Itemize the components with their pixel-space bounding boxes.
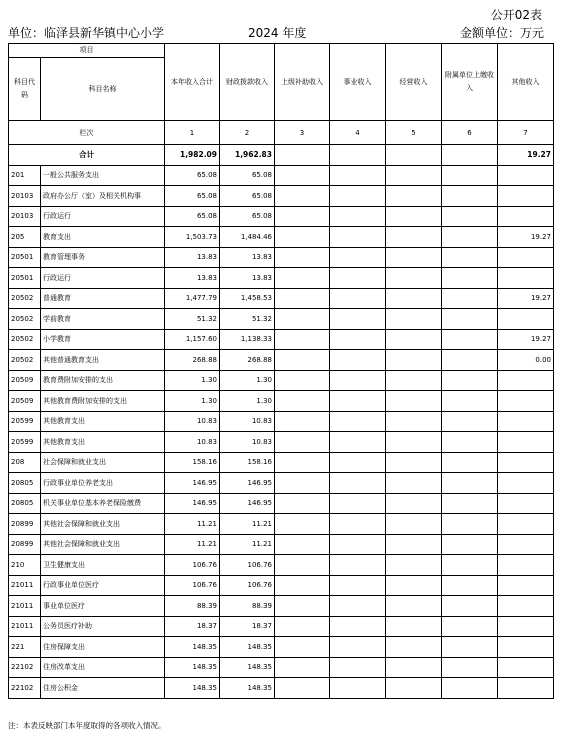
empty-cell — [442, 452, 498, 473]
empty-cell — [275, 432, 330, 453]
empty-cell — [330, 247, 386, 268]
fiscal-grant-cell: 65.08 — [220, 165, 275, 186]
empty-cell — [386, 165, 442, 186]
empty-cell — [442, 165, 498, 186]
empty-cell — [386, 514, 442, 535]
total-income-cell: 11.21 — [165, 514, 220, 535]
fiscal-grant-cell: 65.08 — [220, 186, 275, 207]
table-row — [9, 616, 554, 637]
other-income-cell — [498, 186, 554, 207]
table-row — [9, 678, 554, 699]
empty-cell — [386, 391, 442, 412]
fiscal-grant-cell: 106.76 — [220, 575, 275, 596]
subject-name-cell: 行政事业单位养老支出 — [41, 473, 165, 494]
subject-code-cell: 20502 — [9, 288, 41, 309]
table-row — [9, 391, 554, 412]
other-income-cell — [498, 165, 554, 186]
table-row — [9, 227, 554, 248]
fiscal-grant-cell: 1.30 — [220, 370, 275, 391]
serial-number: 5 — [386, 121, 442, 145]
empty-cell — [275, 309, 330, 330]
empty-cell — [330, 145, 386, 166]
empty-cell — [275, 247, 330, 268]
empty-cell — [330, 616, 386, 637]
total-income-cell: 18.37 — [165, 616, 220, 637]
total-income-cell: 1,982.09 — [165, 145, 220, 166]
empty-cell — [330, 391, 386, 412]
subject-code-cell: 20805 — [9, 473, 41, 494]
subject-name-cell: 住房公积金 — [41, 678, 165, 699]
empty-cell — [386, 247, 442, 268]
total-income-cell: 65.08 — [165, 186, 220, 207]
empty-cell — [386, 145, 442, 166]
subject-name-cell: 其他教育支出 — [41, 432, 165, 453]
subject-name-cell: 学前教育 — [41, 309, 165, 330]
other-income-cell — [498, 657, 554, 678]
total-income-cell: 1,503.73 — [165, 227, 220, 248]
empty-cell — [442, 268, 498, 289]
other-income-header: 其他收入 — [498, 44, 554, 121]
subject-name-cell: 行政运行 — [41, 206, 165, 227]
empty-cell — [275, 616, 330, 637]
empty-cell — [386, 678, 442, 699]
empty-cell — [275, 186, 330, 207]
other-income-cell — [498, 555, 554, 576]
empty-cell — [330, 411, 386, 432]
fiscal-grant-cell: 106.76 — [220, 555, 275, 576]
subject-code-cell: 20501 — [9, 247, 41, 268]
empty-cell — [442, 309, 498, 330]
subject-name-cell: 小学教育 — [41, 329, 165, 350]
fiscal-grant-cell: 13.83 — [220, 268, 275, 289]
empty-cell — [275, 678, 330, 699]
fiscal-grant-cell: 146.95 — [220, 473, 275, 494]
empty-cell — [275, 165, 330, 186]
total-income-cell: 1,157.60 — [165, 329, 220, 350]
other-income-cell — [498, 637, 554, 658]
empty-cell — [330, 657, 386, 678]
empty-cell — [442, 616, 498, 637]
empty-cell — [330, 329, 386, 350]
other-income-cell: 0.00 — [498, 350, 554, 371]
subject-name-cell: 其他普通教育支出 — [41, 350, 165, 371]
empty-cell — [275, 206, 330, 227]
subject-name-cell: 其他社会保障和就业支出 — [41, 534, 165, 555]
income-table — [8, 43, 554, 699]
other-income-cell — [498, 473, 554, 494]
empty-cell — [386, 555, 442, 576]
total-income-cell: 148.35 — [165, 678, 220, 699]
subject-name-cell: 机关事业单位基本养老保险缴费 — [41, 493, 165, 514]
total-income-cell: 13.83 — [165, 268, 220, 289]
table-row — [9, 165, 554, 186]
empty-cell — [442, 206, 498, 227]
empty-cell — [330, 637, 386, 658]
subject-name-cell: 社会保障和就业支出 — [41, 452, 165, 473]
amount-unit: 金额单位：万元 — [459, 26, 544, 40]
total-income-cell: 10.83 — [165, 411, 220, 432]
serial-label: 栏次 — [9, 121, 165, 145]
fiscal-grant-cell: 51.32 — [220, 309, 275, 330]
empty-cell — [386, 452, 442, 473]
empty-cell — [330, 493, 386, 514]
superior-subsidy-header: 上级补助收入 — [275, 44, 330, 121]
empty-cell — [442, 145, 498, 166]
total-income-cell: 106.76 — [165, 555, 220, 576]
subject-code-cell: 20899 — [9, 514, 41, 535]
fiscal-grant-cell: 268.88 — [220, 350, 275, 371]
other-income-cell — [498, 596, 554, 617]
empty-cell — [442, 596, 498, 617]
empty-cell — [330, 575, 386, 596]
other-income-cell — [498, 493, 554, 514]
empty-cell — [386, 637, 442, 658]
empty-cell — [386, 268, 442, 289]
other-income-cell — [498, 452, 554, 473]
total-income-cell: 146.95 — [165, 473, 220, 494]
subject-name-cell: 卫生健康支出 — [41, 555, 165, 576]
empty-cell — [442, 411, 498, 432]
empty-cell — [330, 350, 386, 371]
table-row — [9, 637, 554, 658]
table-row — [9, 247, 554, 268]
empty-cell — [275, 473, 330, 494]
other-income-cell — [498, 432, 554, 453]
fiscal-grant-cell: 148.35 — [220, 657, 275, 678]
fiscal-grant-cell: 1,484.46 — [220, 227, 275, 248]
other-income-cell — [498, 575, 554, 596]
empty-cell — [275, 145, 330, 166]
fiscal-grant-header: 财政拨款收入 — [220, 44, 275, 121]
other-income-cell — [498, 534, 554, 555]
subject-name-cell: 一般公共服务支出 — [41, 165, 165, 186]
subject-code-cell: 21011 — [9, 596, 41, 617]
other-income-cell — [498, 678, 554, 699]
empty-cell — [386, 370, 442, 391]
table-row — [9, 411, 554, 432]
empty-cell — [386, 657, 442, 678]
empty-cell — [442, 637, 498, 658]
fiscal-grant-cell: 11.21 — [220, 514, 275, 535]
fiscal-grant-cell: 148.35 — [220, 637, 275, 658]
total-income-cell: 1.30 — [165, 370, 220, 391]
empty-cell — [442, 432, 498, 453]
table-row — [9, 350, 554, 371]
serial-number: 7 — [498, 121, 554, 145]
total-income-cell: 88.39 — [165, 596, 220, 617]
empty-cell — [275, 268, 330, 289]
subject-name-cell: 行政运行 — [41, 268, 165, 289]
total-income-cell: 148.35 — [165, 637, 220, 658]
empty-cell — [386, 596, 442, 617]
fiscal-grant-cell: 88.39 — [220, 596, 275, 617]
other-income-cell — [498, 247, 554, 268]
subject-code-cell: 20599 — [9, 411, 41, 432]
empty-cell — [386, 493, 442, 514]
serial-number: 2 — [220, 121, 275, 145]
empty-cell — [330, 206, 386, 227]
table-row — [9, 268, 554, 289]
total-income-cell: 106.76 — [165, 575, 220, 596]
empty-cell — [386, 473, 442, 494]
table-row — [9, 288, 554, 309]
subject-code-cell: 20501 — [9, 268, 41, 289]
subject-code-cell: 22102 — [9, 657, 41, 678]
serial-number: 6 — [442, 121, 498, 145]
empty-cell — [275, 370, 330, 391]
subject-code-cell: 201 — [9, 165, 41, 186]
empty-cell — [330, 288, 386, 309]
fiscal-grant-cell: 10.83 — [220, 411, 275, 432]
empty-cell — [330, 596, 386, 617]
empty-cell — [442, 186, 498, 207]
empty-cell — [386, 432, 442, 453]
empty-cell — [442, 575, 498, 596]
business-income-header: 事业收入 — [330, 44, 386, 121]
total-income-cell: 268.88 — [165, 350, 220, 371]
subject-code-cell: 20502 — [9, 329, 41, 350]
empty-cell — [275, 575, 330, 596]
total-income-cell: 65.08 — [165, 165, 220, 186]
subject-code-cell: 20502 — [9, 350, 41, 371]
empty-cell — [386, 227, 442, 248]
empty-cell — [330, 227, 386, 248]
empty-cell — [275, 391, 330, 412]
unit-name: 单位：临泽县新华镇中心小学 — [8, 26, 165, 40]
empty-cell — [442, 657, 498, 678]
total-income-cell: 65.08 — [165, 206, 220, 227]
table-row — [9, 514, 554, 535]
empty-cell — [330, 309, 386, 330]
total-row — [9, 145, 554, 166]
empty-cell — [330, 432, 386, 453]
fiscal-grant-cell: 13.83 — [220, 247, 275, 268]
fiscal-grant-cell: 1,962.83 — [220, 145, 275, 166]
table-row — [9, 452, 554, 473]
subject-name-cell: 普通教育 — [41, 288, 165, 309]
empty-cell — [330, 370, 386, 391]
empty-cell — [275, 411, 330, 432]
other-income-cell — [498, 268, 554, 289]
total-income-cell: 11.21 — [165, 534, 220, 555]
total-income-cell: 146.95 — [165, 493, 220, 514]
empty-cell — [275, 493, 330, 514]
serial-number: 3 — [275, 121, 330, 145]
subject-name-cell: 行政事业单位医疗 — [41, 575, 165, 596]
total-income-cell: 1,477.79 — [165, 288, 220, 309]
table-row — [9, 309, 554, 330]
fiscal-grant-cell: 158.16 — [220, 452, 275, 473]
table-row — [9, 370, 554, 391]
other-income-cell: 19.27 — [498, 288, 554, 309]
empty-cell — [386, 206, 442, 227]
empty-cell — [442, 555, 498, 576]
empty-cell — [275, 350, 330, 371]
subject-name-cell: 住房改革支出 — [41, 657, 165, 678]
empty-cell — [442, 247, 498, 268]
empty-cell — [330, 186, 386, 207]
fiscal-grant-cell: 1.30 — [220, 391, 275, 412]
form-code: 公开02表 — [490, 8, 542, 22]
other-income-cell: 19.27 — [498, 145, 554, 166]
subject-code-cell: 22102 — [9, 678, 41, 699]
project-header: 项目 — [9, 44, 165, 58]
other-income-cell — [498, 514, 554, 535]
empty-cell — [275, 452, 330, 473]
subject-code-cell: 21011 — [9, 616, 41, 637]
fiscal-grant-cell: 1,458.53 — [220, 288, 275, 309]
subject-code-cell: 20103 — [9, 206, 41, 227]
table-row — [9, 206, 554, 227]
empty-cell — [330, 534, 386, 555]
subject-code-cell: 21011 — [9, 575, 41, 596]
fiscal-grant-cell: 148.35 — [220, 678, 275, 699]
other-income-cell: 19.27 — [498, 329, 554, 350]
other-income-cell — [498, 370, 554, 391]
subject-name-cell: 其他教育费附加安排的支出 — [41, 391, 165, 412]
empty-cell — [275, 534, 330, 555]
other-income-cell — [498, 309, 554, 330]
other-income-cell — [498, 391, 554, 412]
empty-cell — [442, 350, 498, 371]
empty-cell — [386, 309, 442, 330]
table-row — [9, 555, 554, 576]
empty-cell — [330, 678, 386, 699]
other-income-cell — [498, 206, 554, 227]
total-income-cell: 148.35 — [165, 657, 220, 678]
table-row — [9, 657, 554, 678]
empty-cell — [275, 596, 330, 617]
table-row — [9, 493, 554, 514]
table-row — [9, 473, 554, 494]
empty-cell — [386, 288, 442, 309]
empty-cell — [275, 329, 330, 350]
total-income-cell: 1.30 — [165, 391, 220, 412]
fiscal-grant-cell: 1,138.33 — [220, 329, 275, 350]
empty-cell — [275, 637, 330, 658]
other-income-cell — [498, 616, 554, 637]
subject-name-cell: 事业单位医疗 — [41, 596, 165, 617]
empty-cell — [442, 514, 498, 535]
empty-cell — [275, 288, 330, 309]
subject-name-cell: 教育费附加安排的支出 — [41, 370, 165, 391]
subject-code-cell: 221 — [9, 637, 41, 658]
fiscal-grant-cell: 146.95 — [220, 493, 275, 514]
other-income-cell: 19.27 — [498, 227, 554, 248]
empty-cell — [442, 493, 498, 514]
empty-cell — [442, 534, 498, 555]
table-row — [9, 534, 554, 555]
subject-code-cell: 208 — [9, 452, 41, 473]
empty-cell — [330, 514, 386, 535]
subject-name-cell: 教育管理事务 — [41, 247, 165, 268]
empty-cell — [442, 370, 498, 391]
empty-cell — [275, 657, 330, 678]
empty-cell — [442, 329, 498, 350]
empty-cell — [386, 329, 442, 350]
empty-cell — [330, 555, 386, 576]
empty-cell — [275, 555, 330, 576]
subject-code-cell: 20599 — [9, 432, 41, 453]
empty-cell — [386, 534, 442, 555]
total-income-header: 本年收入合计 — [165, 44, 220, 121]
subordinate-income-header: 附属单位上缴收入 — [442, 44, 498, 121]
empty-cell — [442, 391, 498, 412]
subject-name-cell: 公务员医疗补助 — [41, 616, 165, 637]
table-row — [9, 329, 554, 350]
footnote: 注：本表反映部门本年度取得的各项收入情况。 — [8, 721, 166, 730]
fiscal-grant-cell: 10.83 — [220, 432, 275, 453]
empty-cell — [386, 411, 442, 432]
serial-number: 1 — [165, 121, 220, 145]
subject-code-header: 科目代码 — [9, 58, 41, 121]
total-income-cell: 51.32 — [165, 309, 220, 330]
table-row — [9, 186, 554, 207]
empty-cell — [386, 616, 442, 637]
empty-cell — [386, 350, 442, 371]
empty-cell — [330, 473, 386, 494]
empty-cell — [386, 186, 442, 207]
operating-income-header: 经营收入 — [386, 44, 442, 121]
subject-name-cell: 其他教育支出 — [41, 411, 165, 432]
subject-code-cell: 20509 — [9, 370, 41, 391]
subject-name-cell: 其他社会保障和就业支出 — [41, 514, 165, 535]
subject-code-cell: 205 — [9, 227, 41, 248]
total-income-cell: 158.16 — [165, 452, 220, 473]
subject-code-cell: 20509 — [9, 391, 41, 412]
empty-cell — [330, 268, 386, 289]
subject-code-cell: 20103 — [9, 186, 41, 207]
total-income-cell: 13.83 — [165, 247, 220, 268]
empty-cell — [442, 678, 498, 699]
empty-cell — [442, 227, 498, 248]
report-year: 2024 年度 — [248, 26, 307, 40]
empty-cell — [442, 473, 498, 494]
subject-code-cell: 210 — [9, 555, 41, 576]
empty-cell — [330, 165, 386, 186]
subject-name-header: 科目名称 — [41, 58, 165, 121]
total-income-cell: 10.83 — [165, 432, 220, 453]
subject-code-cell: 20805 — [9, 493, 41, 514]
fiscal-grant-cell: 11.21 — [220, 534, 275, 555]
serial-row — [9, 121, 554, 145]
other-income-cell — [498, 411, 554, 432]
empty-cell — [330, 452, 386, 473]
subject-code-cell: 20502 — [9, 309, 41, 330]
total-label: 合计 — [9, 145, 165, 166]
table-row — [9, 596, 554, 617]
empty-cell — [386, 575, 442, 596]
subject-name-cell: 政府办公厅（室）及相关机构事 — [41, 186, 165, 207]
subject-name-cell: 教育支出 — [41, 227, 165, 248]
subject-code-cell: 20899 — [9, 534, 41, 555]
empty-cell — [442, 288, 498, 309]
table-row — [9, 432, 554, 453]
empty-cell — [275, 514, 330, 535]
empty-cell — [275, 227, 330, 248]
table-row — [9, 575, 554, 596]
subject-name-cell: 住房保障支出 — [41, 637, 165, 658]
fiscal-grant-cell: 18.37 — [220, 616, 275, 637]
serial-number: 4 — [330, 121, 386, 145]
fiscal-grant-cell: 65.08 — [220, 206, 275, 227]
